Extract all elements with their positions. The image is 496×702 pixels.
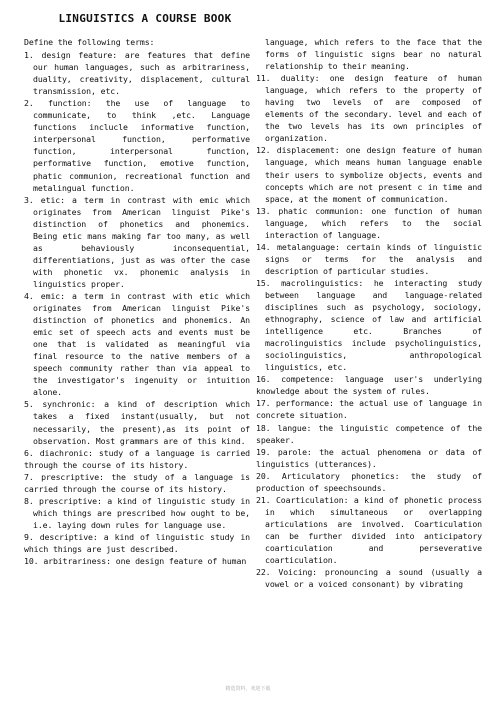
term-entry: 14. metalanguage: certain kinds of linguistic signs or terms for the analysis and description of particular studies.	[256, 241, 482, 276]
term-entry: 18. langue: the linguistic competence of the speaker.	[256, 422, 482, 445]
term-entry: 1. design feature: are features that define our human languages, such as arbitrariness, duality, creativity, displacement, cultural transmission, etc.	[24, 50, 250, 97]
term-entry: 16. competence: language user's underlying knowledge about the system of rules.	[256, 374, 482, 397]
document-title: LINGUISTICS A COURSE BOOK	[58, 12, 232, 25]
term-entry: 4. emic: a term in contrast with etic which originates from American linguist Pike's distinction of phonetics and phonemics. An emic set of speech acts and events must be one that is validated as meaningful via final resource to the native members of a speech community rather than via appeal to the investigator's ingenuity or intuition alone.	[24, 290, 250, 398]
intro-line: Define the following terms:	[24, 37, 155, 47]
term-entry: 5. synchronic: a kind of description which takes a fixed instant(usually, but not necessarily, the present),as its point of observation. Most grammars are of this kind.	[24, 399, 250, 446]
term-entry: 8. prescriptive: a kind of linguistic study in which things are prescribed how ought to be, i.e. laying down rules for language use.	[24, 495, 250, 530]
right-entry-list	[256, 36, 482, 590]
term-entry: 2. function: the use of language to communicate, to think ,etc. Language functions inclucle informative function, interpersonal function, performative function, interpersonal function, performative function, emotive function, phatic communion, recreational function and metalingual function.	[24, 98, 250, 193]
term-entry: 19. parole: the actual phenomena or data of linguistics (utterances).	[256, 446, 482, 469]
term-entry: 21. Coarticulation: a kind of phonetic process in which simultaneous or overlapping articulations are involved. Coarticulation can be further divided into anticipatory coarticulation and perseverative coarticulation.	[256, 494, 482, 566]
term-entry: 20. Articulatory phonetics: the study of production of speechsounds.	[256, 470, 482, 493]
term-entry: 17. performance: the actual use of language in concrete situation.	[256, 398, 482, 421]
left-entry-list	[24, 49, 250, 567]
left-column	[24, 36, 250, 567]
term-entry: 3. etic: a term in contrast with emic which originates from American linguist Pike's distinction of phonetics and phonemics. Being etic mans making far too many, as well as behaviously inconsequential, differentiations, just as was ofter the case with phonetic vx. phonemic analysis in linguistics proper.	[24, 194, 250, 289]
term-entry: 10. arbitrariness: one design feature of human	[24, 556, 247, 567]
right-column	[256, 36, 482, 590]
term-entry: 7. prescriptive: the study of a language is carried through the course of its history.	[24, 471, 250, 494]
term-entry: language, which refers to the face that the forms of linguistic signs bear no natural relationship to their meaning.	[265, 37, 482, 72]
term-entry: 9. descriptive: a kind of linguistic study in which things are just described.	[24, 531, 250, 554]
term-entry: 12. displacement: one design feature of human language, which means human language enable their users to symbolize objects, events and concepts which are not present c in time and space, at the moment of communication.	[256, 145, 482, 204]
term-entry: 11. duality: one design feature of human language, which refers to the property of having two levels of are composed of elements of the secondary. level and each of the two levels has its own principles of organization.	[256, 73, 482, 144]
term-entry: 15. macrolinguistics: he interacting study between language and language-related disciplines such as psychology, sociology, ethnography, science of law and artificial intelligence etc. Branches of macrolinguistics include psycholinguistics, sociolinguistics, anthropological linguistics, etc.	[256, 277, 482, 373]
term-entry: 13. phatic communion: one function of human language, which refers to the social interaction of language.	[256, 205, 482, 240]
term-entry: 6. diachronic: study of a language is carried through the course of its history.	[24, 447, 250, 470]
page-footer: 精选资料，欢迎下载	[225, 686, 271, 692]
term-entry: 22. Voicing: pronouncing a sound (usually a vowel or a voiced consonant) by vibrating	[256, 567, 482, 590]
